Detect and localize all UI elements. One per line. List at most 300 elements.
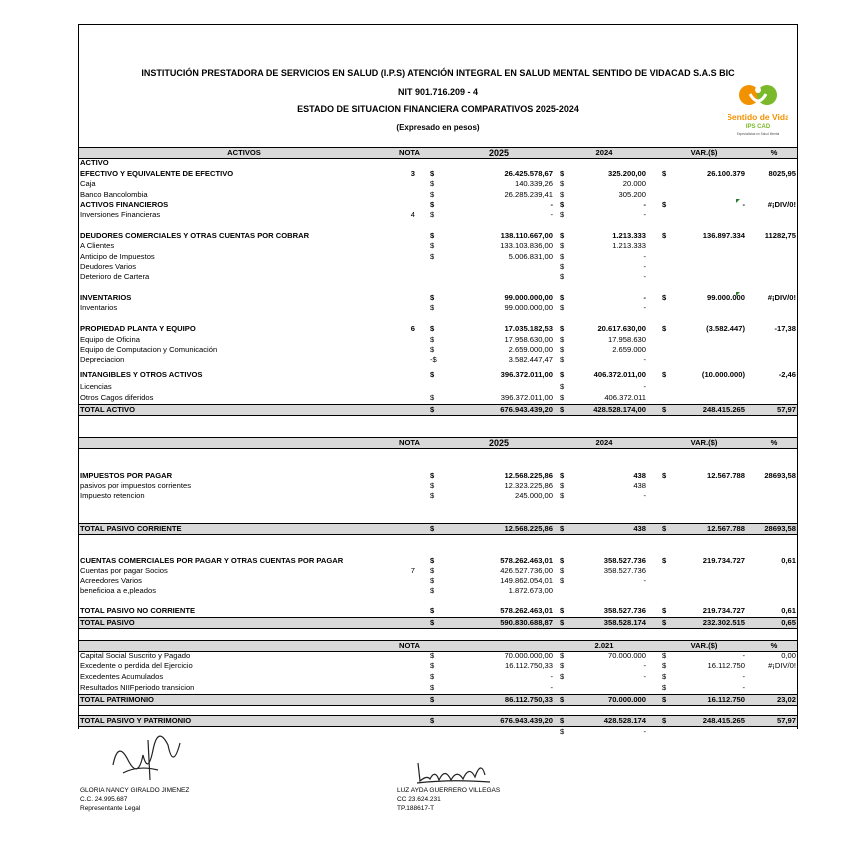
cell-var: - [742,683,745,692]
cell-s2: $ [560,272,565,281]
cell-v24: 20.000 [622,179,646,188]
table-row [79,556,797,566]
cell-label: Inventarios [80,303,118,312]
cell-v24: - [643,293,646,302]
col-nota: NOTA [399,438,420,447]
signer-id: C.C. 24.995.687 [80,796,128,803]
cell-s2: $ [560,179,565,188]
table-row [79,190,797,200]
cell-s1: $ [430,695,435,704]
cell-v24: - [643,661,646,670]
cell-s2: $ [560,303,565,312]
col-nota: NOTA [399,148,420,157]
cell-v24: 358.528.174 [603,618,646,627]
cell-label: EFECTIVO Y EQUIVALENTE DE EFECTIVO [80,169,234,178]
cell-s3: $ [662,200,667,209]
signer-role: Representante Legal [80,805,141,812]
cell-s2: $ [560,355,565,364]
table-row [79,393,797,403]
cell-label: ACTIVO [80,158,109,167]
error-indicator-icon [736,199,740,203]
cell-pct: 28693,58 [764,471,796,480]
logo-tagline: Especialistas en Salud Mental [736,132,780,136]
cell-s2: $ [560,556,565,565]
cell-label: Inversiones Financieras [80,210,161,219]
cell-s2: $ [560,727,565,736]
col-2024: 2024 [595,438,613,447]
cell-label: Resultados NIIFperiodo transicion [80,683,195,692]
cell-s2: $ [560,370,565,379]
cell-v25: 426.527.736,00 [500,566,553,575]
cell-s2: $ [560,210,565,219]
cell-var: 99.000.000 [706,293,745,302]
table-row [79,158,797,168]
cell-s2: $ [560,576,565,585]
table-row [79,471,797,481]
cell-v24: 406.372.011,00 [593,370,646,379]
cell-s1: $ [430,252,435,261]
cell-pct: 8025,95 [768,169,796,178]
cell-label: Acreedores Varios [80,576,142,585]
cell-s1: $ [430,303,435,312]
cell-v24: - [643,262,646,271]
cell-v24: - [643,491,646,500]
table-row [79,481,797,491]
cell-pct: 0,61 [781,556,796,565]
table-row [79,335,797,345]
table-row [79,262,797,272]
cell-v25: 396.372.011,00 [500,393,553,402]
cell-label: TOTAL PASIVO [80,618,135,627]
cell-s1: $ [430,672,435,681]
cell-label: CUENTAS COMERCIALES POR PAGAR Y OTRAS CUENTAS POR PAGAR [80,556,344,565]
cell-s2: $ [560,481,565,490]
col-2021: 2.021 [594,641,614,650]
cell-nota: 6 [410,324,415,333]
cell-s1: $ [430,293,435,302]
cell-v25: 5.006.831,00 [508,252,553,261]
cell-s3: $ [662,651,667,660]
cell-pct: #¡DIV/0! [767,293,796,302]
col-var: VAR.($) [690,641,718,650]
cell-s1: $ [430,524,435,533]
cell-v24: 70.000.000 [607,695,646,704]
cell-s3: $ [662,524,667,533]
cell-nota: 3 [410,169,415,178]
cell-pct: 11282,75 [764,231,796,240]
cell-s3: $ [662,606,667,615]
currency-note: (Expresado en pesos) [396,123,480,132]
col-label: ACTIVOS [227,148,261,157]
cell-var: 136.897.334 [702,231,745,240]
cell-pct: -2,46 [778,370,796,379]
cell-v24: 1.213.333 [612,231,646,240]
cell-label: TOTAL ACTIVO [80,405,135,414]
cell-s2: $ [560,661,565,670]
cell-v25: - [550,672,553,681]
signature-block-left [80,786,189,813]
cell-v25: - [550,683,553,692]
cell-v25: - [550,210,553,219]
cell-v25: 578.262.463,01 [500,606,553,615]
cell-pct: -17,38 [774,324,796,333]
cell-s1: $ [430,716,435,725]
cell-s3: $ [662,683,667,692]
cell-v25: 26.425.578,67 [504,169,553,178]
cell-var: 12.567.788 [706,471,745,480]
cell-s1: $ [430,471,435,480]
cell-v25: 17.958.630,00 [504,335,553,344]
table-row [79,661,797,671]
signer-name: LUZ AYDA GUERRERO VILLEGAS [397,787,501,794]
cell-label: beneficioa a e,pleados [80,586,156,595]
cell-var: - [742,200,745,209]
cell-v25: 1.872.673,00 [508,586,553,595]
cell-s3: $ [662,231,667,240]
cell-s1: $ [430,200,435,209]
table-header-liabilities [79,437,797,449]
table-row [79,606,797,616]
cell-s1: $ [430,345,435,354]
col-2025: 2025 [488,438,510,448]
cell-s2: $ [560,405,565,414]
cell-v24: 1.213.333 [612,241,646,250]
cell-s1: $ [430,481,435,490]
cell-v24: - [643,355,646,364]
cell-v25: 12.568.225,86 [504,471,553,480]
cell-v24: - [643,382,646,391]
cell-label: INTANGIBLES Y OTROS ACTIVOS [80,370,203,379]
cell-v25: 12.323.225,86 [504,481,553,490]
signature-right-icon [415,755,495,787]
cell-s2: $ [560,241,565,250]
cell-s2: $ [560,382,565,391]
cell-s2: $ [560,471,565,480]
table-row [79,370,797,380]
table-row [79,345,797,355]
cell-v24: 438 [633,481,646,490]
signer-role: TP.188617-T [397,805,435,812]
cell-label: TOTAL PASIVO CORRIENTE [80,524,182,533]
cell-s1: $ [430,618,435,627]
cell-label: IMPUESTOS POR PAGAR [80,471,173,480]
cell-v25: 140.339,26 [514,179,553,188]
cell-s3: $ [662,370,667,379]
cell-v25: 578.262.463,01 [500,556,553,565]
cell-s2: $ [560,618,565,627]
cell-s3: $ [662,405,667,414]
table-row [79,617,797,629]
cell-v25: - [550,200,553,209]
cell-v24: 358.527.736 [603,566,646,575]
cell-s1: $ [430,231,435,240]
cell-v24: 358.527.736 [603,606,646,615]
cell-label: ACTIVOS FINANCIEROS [80,200,169,209]
cell-s2: $ [560,293,565,302]
cell-label: PROPIEDAD PLANTA Y EQUIPO [80,324,196,333]
table-row [79,179,797,189]
cell-s2: $ [560,200,565,209]
table-row [79,576,797,586]
table-row [79,715,797,727]
cell-label: Impuesto retencion [80,491,145,500]
table-row [79,293,797,303]
signature-block-right [397,786,500,813]
cell-var: - [742,672,745,681]
logo-sub: IPS CAD [745,124,771,130]
cell-v24: - [643,727,646,736]
signature-left-icon [108,735,188,785]
cell-label: A Clientes [80,241,115,250]
table-row [79,404,797,416]
table-row [79,324,797,334]
cell-s1: $ [430,210,435,219]
cell-v25: 149.862.054,01 [500,576,553,585]
cell-label: Deudores Varios [80,262,136,271]
cell-v25: 99.000.000,00 [504,303,553,312]
cell-label: Equipo de Computacion y Comunicación [80,345,218,354]
cell-nota: 7 [410,566,415,575]
cell-pct: 0,65 [781,618,796,627]
cell-s1: $ [430,335,435,344]
col-var: VAR.($) [690,148,718,157]
cell-v24: 70.000.000 [607,651,646,660]
table-row [79,303,797,313]
cell-s2: $ [560,672,565,681]
cell-s1: $ [430,491,435,500]
cell-v25: 138.110.667,00 [500,231,553,240]
logo-heart-icon [728,82,788,142]
cell-v25: 70.000.000,00 [504,651,553,660]
cell-v25: 86.112.750,33 [504,695,553,704]
cell-v24: 17.958.630 [607,335,646,344]
cell-nota: 4 [410,210,415,219]
cell-var: 232.302.515 [702,618,745,627]
cell-var: (3.582.447) [706,324,745,333]
table-row [79,672,797,682]
cell-s2: $ [560,262,565,271]
cell-var: 219.734.727 [702,606,745,615]
cell-s3: $ [662,618,667,627]
cell-s2: $ [560,231,565,240]
cell-v24: - [643,210,646,219]
cell-s1: -$ [430,355,437,364]
table-row [79,210,797,220]
cell-label: TOTAL PASIVO NO CORRIENTE [80,606,196,615]
cell-s1: $ [430,405,435,414]
cell-s1: $ [430,586,435,595]
cell-s3: $ [662,324,667,333]
cell-s1: $ [430,190,435,199]
cell-s1: $ [430,556,435,565]
cell-s1: $ [430,393,435,402]
cell-label: Anticipo de Impuestos [80,252,155,261]
cell-s2: $ [560,566,565,575]
cell-v24: 428.528.174,00 [593,405,646,414]
col-pct: % [770,641,778,650]
cell-label: Banco Bancolombia [80,190,148,199]
cell-s3: $ [662,169,667,178]
cell-s2: $ [560,695,565,704]
cell-s2: $ [560,335,565,344]
cell-s3: $ [662,471,667,480]
cell-var: 248.415.265 [702,405,745,414]
cell-s2: $ [560,345,565,354]
cell-label: Licencias [80,382,112,391]
table-row [79,491,797,501]
cell-label: Capital Social Suscrito y Pagado [80,651,191,660]
cell-pct: #¡DIV/0! [767,200,796,209]
cell-label: Excedentes Acumulados [80,672,164,681]
table-row [79,694,797,706]
cell-pct: 57,97 [776,716,796,725]
cell-label: Deterioro de Cartera [80,272,150,281]
table-row [79,231,797,241]
cell-var: 248.415.265 [702,716,745,725]
cell-s3: $ [662,556,667,565]
cell-pct: 0,61 [781,606,796,615]
cell-v25: 676.943.439,20 [500,716,553,725]
cell-label: Otros Cagos diferidos [80,393,154,402]
table-row [79,355,797,365]
cell-s2: $ [560,252,565,261]
table-row [79,523,797,535]
cell-s1: $ [430,566,435,575]
table-row [79,651,797,661]
cell-v25: 396.372.011,00 [500,370,553,379]
cell-label: INVENTARIOS [80,293,132,302]
cell-v25: 676.943.439,20 [500,405,553,414]
cell-var: 16.112.750 [707,661,745,670]
cell-v24: 438 [633,471,646,480]
table-row [79,566,797,576]
cell-pct: 28693,58 [764,524,796,533]
cell-var: 219.734.727 [702,556,745,565]
cell-v25: 17.035.182,53 [504,324,553,333]
cell-s1: $ [430,661,435,670]
nit-line: NIT 901.716.209 - 4 [397,87,479,97]
cell-v24: 358.527.736 [603,556,646,565]
cell-s1: $ [430,370,435,379]
cell-s3: $ [662,293,667,302]
cell-var: 26.100.379 [706,169,745,178]
cell-s1: $ [430,606,435,615]
cell-v24: - [643,252,646,261]
cell-s1: $ [430,324,435,333]
cell-label: Equipo de Oficina [80,335,140,344]
cell-v24: 438 [633,524,646,533]
cell-var: 16.112.750 [707,695,745,704]
cell-s2: $ [560,169,565,178]
cell-v24: - [643,672,646,681]
cell-s2: $ [560,651,565,660]
cell-s2: $ [560,606,565,615]
cell-label: Depreciacion [80,355,125,364]
cell-s1: $ [430,169,435,178]
cell-s1: $ [430,576,435,585]
cell-label: TOTAL PATRIMONIO [80,695,154,704]
cell-v25: 590.830.688,87 [500,618,553,627]
table-row [79,586,797,596]
cell-v24: - [643,576,646,585]
table-row [79,683,797,693]
cell-v25: 2.659.000,00 [508,345,553,354]
col-pct: % [770,438,778,447]
col-pct: % [770,148,778,157]
statement-title: ESTADO DE SITUACION FINANCIERA COMPARATIVOS 2025-2024 [297,104,579,114]
cell-label: Cuentas por pagar Socios [80,566,168,575]
cell-s2: $ [560,716,565,725]
cell-v25: 3.582.447,47 [508,355,553,364]
col-nota: NOTA [399,641,420,650]
cell-var: 12.567.788 [706,524,745,533]
cell-label: TOTAL PASIVO Y PATRIMONIO [80,716,192,725]
col-2024: 2024 [595,148,613,157]
cell-pct: 23,02 [776,695,796,704]
cell-v25: 26.285.239,41 [504,190,553,199]
company-title: INSTITUCIÓN PRESTADORA DE SERVICIOS EN SALUD (I.P.S) ATENCIÓN INTEGRAL EN SALUD MENTAL SENTIDO DE VIDACAD S.A.S BIC [141,68,735,78]
table-row [79,200,797,210]
cell-v24: - [643,200,646,209]
cell-s3: $ [662,672,667,681]
cell-v24: 428.528.174 [603,716,646,725]
table-row [79,169,797,179]
logo-name: Sentido de Vida [728,112,788,122]
company-logo [728,82,788,142]
cell-pct: 57,97 [776,405,796,414]
cell-pct: 0,00 [781,651,796,660]
error-indicator-icon [736,292,740,296]
cell-s1: $ [430,651,435,660]
cell-pct: #¡DIV/0! [768,661,796,670]
cell-v24: 406.372.011 [604,393,646,402]
cell-s1: $ [430,179,435,188]
cell-s3: $ [662,661,667,670]
cell-s1: $ [430,241,435,250]
cell-v25: 12.568.225,86 [504,524,553,533]
cell-s2: $ [560,190,565,199]
cell-v24: - [643,272,646,281]
cell-s2: $ [560,393,565,402]
cell-label: DEUDORES COMERCIALES Y OTRAS CUENTAS POR COBRAR [80,231,310,240]
cell-s2: $ [560,324,565,333]
table-row [79,272,797,282]
cell-v25: 99.000.000,00 [504,293,553,302]
cell-s2: $ [560,524,565,533]
col-2025: 2025 [488,148,510,158]
cell-v24: - [643,303,646,312]
cell-v25: 245.000,00 [514,491,553,500]
cell-v24: 305.200 [618,190,646,199]
cell-v25: 133.103.836,00 [500,241,553,250]
cell-label: Excedente o perdida del Ejercicio [80,661,193,670]
cell-v24: 325.200,00 [607,169,646,178]
signer-id: CC 23.624.231 [397,796,441,803]
cell-label: pasivos por impuestos corrientes [80,481,192,490]
cell-var: (10.000.000) [701,370,745,379]
cell-label: Caja [80,179,96,188]
cell-v25: 16.112.750,33 [505,661,553,670]
table-row [79,241,797,251]
table-row [79,252,797,262]
col-var: VAR.($) [690,438,718,447]
cell-s1: $ [430,683,435,692]
cell-s3: $ [662,716,667,725]
cell-var: - [742,651,745,660]
signer-name: GLORIA NANCY GIRALDO JIMENEZ [80,787,190,794]
cell-v24: 20.617.630,00 [597,324,646,333]
cell-v24: 2.659.000 [612,345,646,354]
